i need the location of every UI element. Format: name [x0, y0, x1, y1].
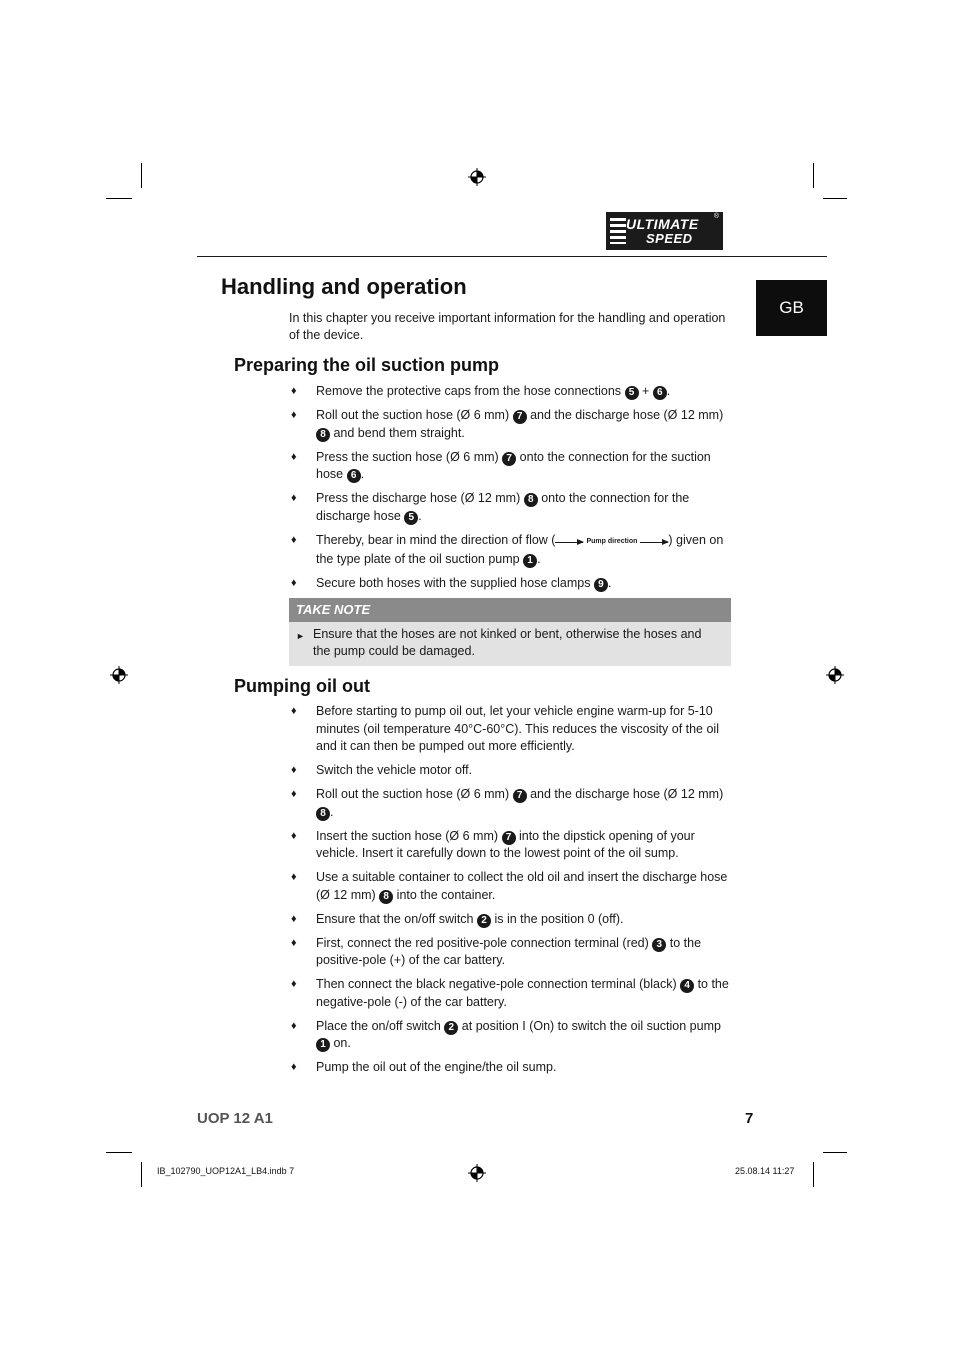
list-item: ♦ Roll out the suction hose (Ø 6 mm) 7 and the discharge hose (Ø 12 mm) 8 and bend them straight. [291, 408, 724, 440]
part-number-badge: 8 [316, 807, 330, 821]
diamond-bullet-icon: ♦ [291, 871, 297, 883]
note-title: TAKE NOTE [289, 598, 731, 622]
note-text: Ensure that the hoses are not kinked or bent, otherwise the hoses and the pump could be damaged. [313, 627, 702, 658]
crop-mark [813, 163, 814, 188]
arrow-right-icon [640, 542, 668, 543]
list-item: ♦ Press the discharge hose (Ø 12 mm) 8 onto the connection for the discharge hose 5 . [291, 491, 690, 523]
diamond-bullet-icon: ♦ [291, 1019, 297, 1032]
list-item: ♦ Switch the vehicle motor off. [291, 762, 737, 780]
pump-direction-label: Pump direction [586, 538, 638, 546]
diamond-bullet-icon: ♦ [291, 385, 297, 397]
slug-date: 25.08.14 11:27 [735, 1166, 795, 1176]
part-number-badge: 9 [594, 578, 608, 592]
page-title: Handling and operation [221, 274, 467, 299]
intro-paragraph: In this chapter you receive important information for the handling and operation of the device. [289, 311, 726, 342]
part-number-badge: 6 [653, 386, 667, 400]
part-number-badge: 8 [379, 890, 393, 904]
part-number-badge: 7 [513, 789, 527, 803]
diamond-bullet-icon: ♦ [291, 936, 297, 949]
part-number-badge: 7 [502, 831, 516, 845]
list-item: ♦ Insert the suction hose (Ø 6 mm) 7 into the dipstick opening of your vehicle. Insert it carefully down to the lowest point of the oil sump. [291, 828, 695, 860]
part-number-badge: 2 [477, 914, 491, 928]
registration-mark-icon [110, 666, 128, 684]
list-item: ♦ Place the on/off switch 2 at position I (On) to switch the oil suction pump 1 on. [291, 1018, 721, 1050]
part-number-badge: 7 [502, 452, 516, 466]
crop-mark [823, 198, 847, 199]
triangle-bullet-icon: ► [296, 631, 305, 641]
list-item: ♦ Roll out the suction hose (Ø 6 mm) 7 and the discharge hose (Ø 12 mm) 8 . [291, 787, 724, 819]
diamond-bullet-icon: ♦ [291, 1061, 297, 1073]
logo-mark: ® [713, 213, 719, 220]
pump-direction-arrow [555, 533, 668, 551]
list-item: ♦ Thereby, bear in mind the direction of flow ( Pump direction ) given on the type plate of the oil suction pump 1 . [291, 532, 724, 566]
page-number: 7 [745, 1110, 754, 1127]
footer-model: UOP 12 A1 [197, 1110, 273, 1127]
list-item: ♦ Then connect the black negative-pole connection terminal (black) 4 to the negative-pole (-) of the car battery. [291, 977, 729, 1009]
brand-logo [606, 212, 723, 250]
diamond-bullet-icon: ♦ [291, 409, 297, 421]
list-item: ♦ Ensure that the on/off switch 2 is in the position 0 (off). [291, 911, 737, 929]
part-number-badge: 1 [523, 554, 537, 568]
logo-line2: SPEED [646, 231, 693, 246]
crop-mark [106, 1152, 132, 1153]
preparing-steps-list [291, 383, 737, 599]
slug-file: IB_102790_UOP12A1_LB4.indb 7 [157, 1166, 295, 1176]
diamond-bullet-icon: ♦ [291, 705, 297, 717]
list-item: ♦ Remove the protective caps from the hose connections 5 + 6 . [291, 383, 737, 401]
note-body [289, 622, 731, 666]
diamond-bullet-icon: ♦ [291, 576, 297, 589]
registration-mark-icon [826, 666, 844, 684]
diamond-bullet-icon: ♦ [291, 788, 297, 800]
crop-mark [106, 198, 132, 199]
section-title-pumping: Pumping oil out [234, 676, 370, 696]
diamond-bullet-icon: ♦ [291, 450, 297, 463]
part-number-badge: 2 [444, 1021, 458, 1035]
part-number-badge: 4 [680, 979, 694, 993]
language-tab: GB [756, 280, 827, 336]
part-number-badge: 5 [625, 386, 639, 400]
arrow-right-icon [555, 542, 583, 543]
diamond-bullet-icon: ♦ [291, 912, 297, 925]
section-title-preparing: Preparing the oil suction pump [234, 355, 500, 375]
crop-mark [141, 1162, 142, 1187]
diamond-bullet-icon: ♦ [291, 533, 297, 546]
crop-mark [813, 1162, 814, 1187]
registration-mark-icon [468, 168, 486, 186]
registration-mark-icon [468, 1164, 486, 1182]
part-number-badge: 8 [316, 428, 330, 442]
diamond-bullet-icon: ♦ [291, 978, 297, 990]
header-rule [197, 256, 827, 257]
list-item: ♦ First, connect the red positive-pole connection terminal (red) 3 to the positive-pole (+) of the car battery. [291, 935, 702, 967]
logo-line1: ULTIMATE [626, 216, 699, 232]
list-item: ♦ Pump the oil out of the engine/the oil sump. [291, 1059, 737, 1077]
logo-stripes [610, 218, 626, 244]
part-number-badge: 1 [316, 1038, 330, 1052]
part-number-badge: 5 [404, 511, 418, 525]
list-item: ♦ Before starting to pump oil out, let your vehicle engine warm-up for 5-10 minutes (oil temperature 40°C-60°C). This reduces the viscosity of the oil and it can then be pumped out more efficiently. [291, 704, 719, 753]
pumping-steps-list [291, 703, 737, 1083]
list-item: ♦ Press the suction hose (Ø 6 mm) 7 onto the connection for the suction hose 6 . [291, 449, 711, 481]
part-number-badge: 6 [347, 469, 361, 483]
crop-mark [823, 1152, 847, 1153]
list-item: ♦ Use a suitable container to collect the old oil and insert the discharge hose (Ø 12 mm) 8 into the container. [291, 870, 728, 902]
diamond-bullet-icon: ♦ [291, 492, 297, 504]
part-number-badge: 7 [513, 410, 527, 424]
crop-mark [141, 163, 142, 188]
part-number-badge: 3 [652, 938, 666, 952]
list-item: ♦ Secure both hoses with the supplied hose clamps 9 . [291, 575, 737, 593]
diamond-bullet-icon: ♦ [291, 829, 297, 842]
part-number-badge: 8 [524, 493, 538, 507]
diamond-bullet-icon: ♦ [291, 764, 297, 776]
